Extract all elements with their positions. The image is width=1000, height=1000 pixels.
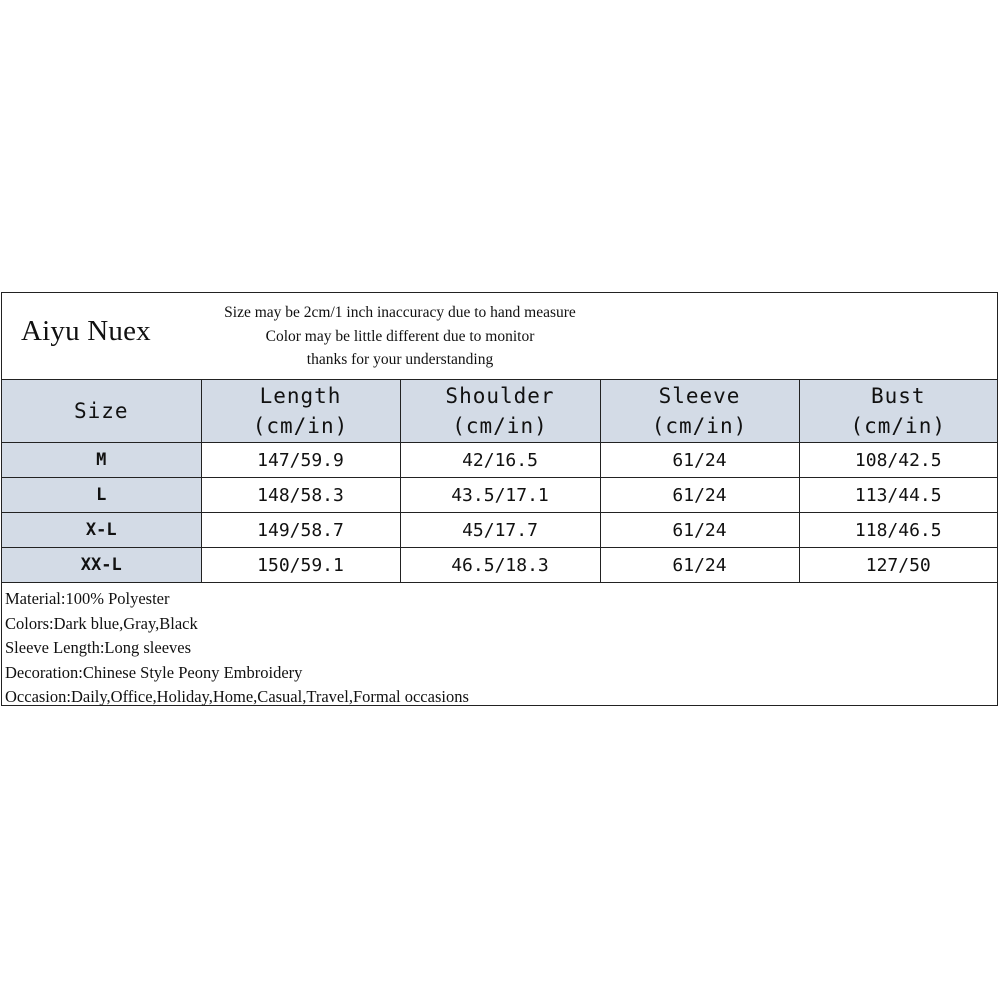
length-cell: 149/58.7 bbox=[201, 513, 400, 548]
bust-cell: 113/44.5 bbox=[799, 478, 997, 513]
detail-occasion: Occasion:Daily,Office,Holiday,Home,Casual,Travel,Formal occasions bbox=[5, 687, 469, 706]
note-line: Size may be 2cm/1 inch inaccuracy due to hand measure bbox=[224, 304, 576, 321]
column-header-unit: (cm/in) bbox=[651, 414, 748, 438]
detail-decoration: Decoration:Chinese Style Peony Embroidery bbox=[5, 662, 303, 682]
column-header-bust bbox=[799, 380, 997, 443]
detail-material: Material:100% Polyester bbox=[5, 589, 170, 608]
bust-cell: 127/50 bbox=[799, 548, 997, 583]
column-header-length bbox=[201, 380, 400, 443]
sleeve-cell: 61/24 bbox=[600, 513, 799, 548]
table-row bbox=[2, 478, 997, 513]
shoulder-cell: 42/16.5 bbox=[400, 443, 600, 478]
shoulder-cell: 46.5/18.3 bbox=[400, 548, 600, 583]
length-cell: 150/59.1 bbox=[201, 548, 400, 583]
sleeve-cell: 61/24 bbox=[600, 548, 799, 583]
table-header-row bbox=[2, 380, 997, 443]
column-header-sleeve bbox=[600, 380, 799, 443]
detail-colors: Colors:Dark blue,Gray,Black bbox=[5, 613, 198, 633]
sleeve-cell: 61/24 bbox=[600, 478, 799, 513]
table-row bbox=[2, 548, 997, 583]
column-header-label: Sleeve bbox=[658, 384, 741, 408]
shoulder-cell: 45/17.7 bbox=[400, 513, 600, 548]
column-header-shoulder bbox=[400, 380, 600, 443]
column-header-label: Length bbox=[259, 384, 342, 408]
detail-sleeve-length: Sleeve Length:Long sleeves bbox=[5, 638, 192, 657]
size-cell: X-L bbox=[2, 513, 201, 548]
column-header-size bbox=[2, 380, 201, 443]
size-cell: L bbox=[2, 478, 201, 513]
table-row bbox=[2, 513, 997, 548]
column-header-unit: (cm/in) bbox=[452, 414, 548, 438]
length-cell: 148/58.3 bbox=[201, 478, 400, 513]
sleeve-cell: 61/24 bbox=[600, 443, 799, 478]
header-row bbox=[2, 293, 997, 380]
size-chart-sheet bbox=[1, 292, 998, 706]
bust-cell: 118/46.5 bbox=[799, 513, 997, 548]
brand-name: Aiyu Nuex bbox=[21, 315, 151, 347]
size-cell: M bbox=[2, 443, 201, 478]
table-row bbox=[2, 443, 997, 478]
product-details bbox=[5, 587, 469, 710]
note-line: thanks for your understanding bbox=[306, 351, 494, 368]
bust-cell: 108/42.5 bbox=[799, 443, 997, 478]
column-header-label: Bust bbox=[870, 384, 926, 408]
column-header-label: Size bbox=[73, 399, 129, 423]
length-cell: 147/59.9 bbox=[201, 443, 400, 478]
shoulder-cell: 43.5/17.1 bbox=[400, 478, 600, 513]
size-notes bbox=[202, 301, 598, 372]
column-header-label: Shoulder bbox=[445, 384, 555, 408]
size-table bbox=[2, 380, 997, 583]
note-line: Color may be little different due to monitor bbox=[265, 327, 535, 345]
column-header-unit: (cm/in) bbox=[252, 414, 349, 438]
column-header-unit: (cm/in) bbox=[850, 414, 946, 438]
size-cell: XX-L bbox=[2, 548, 201, 583]
